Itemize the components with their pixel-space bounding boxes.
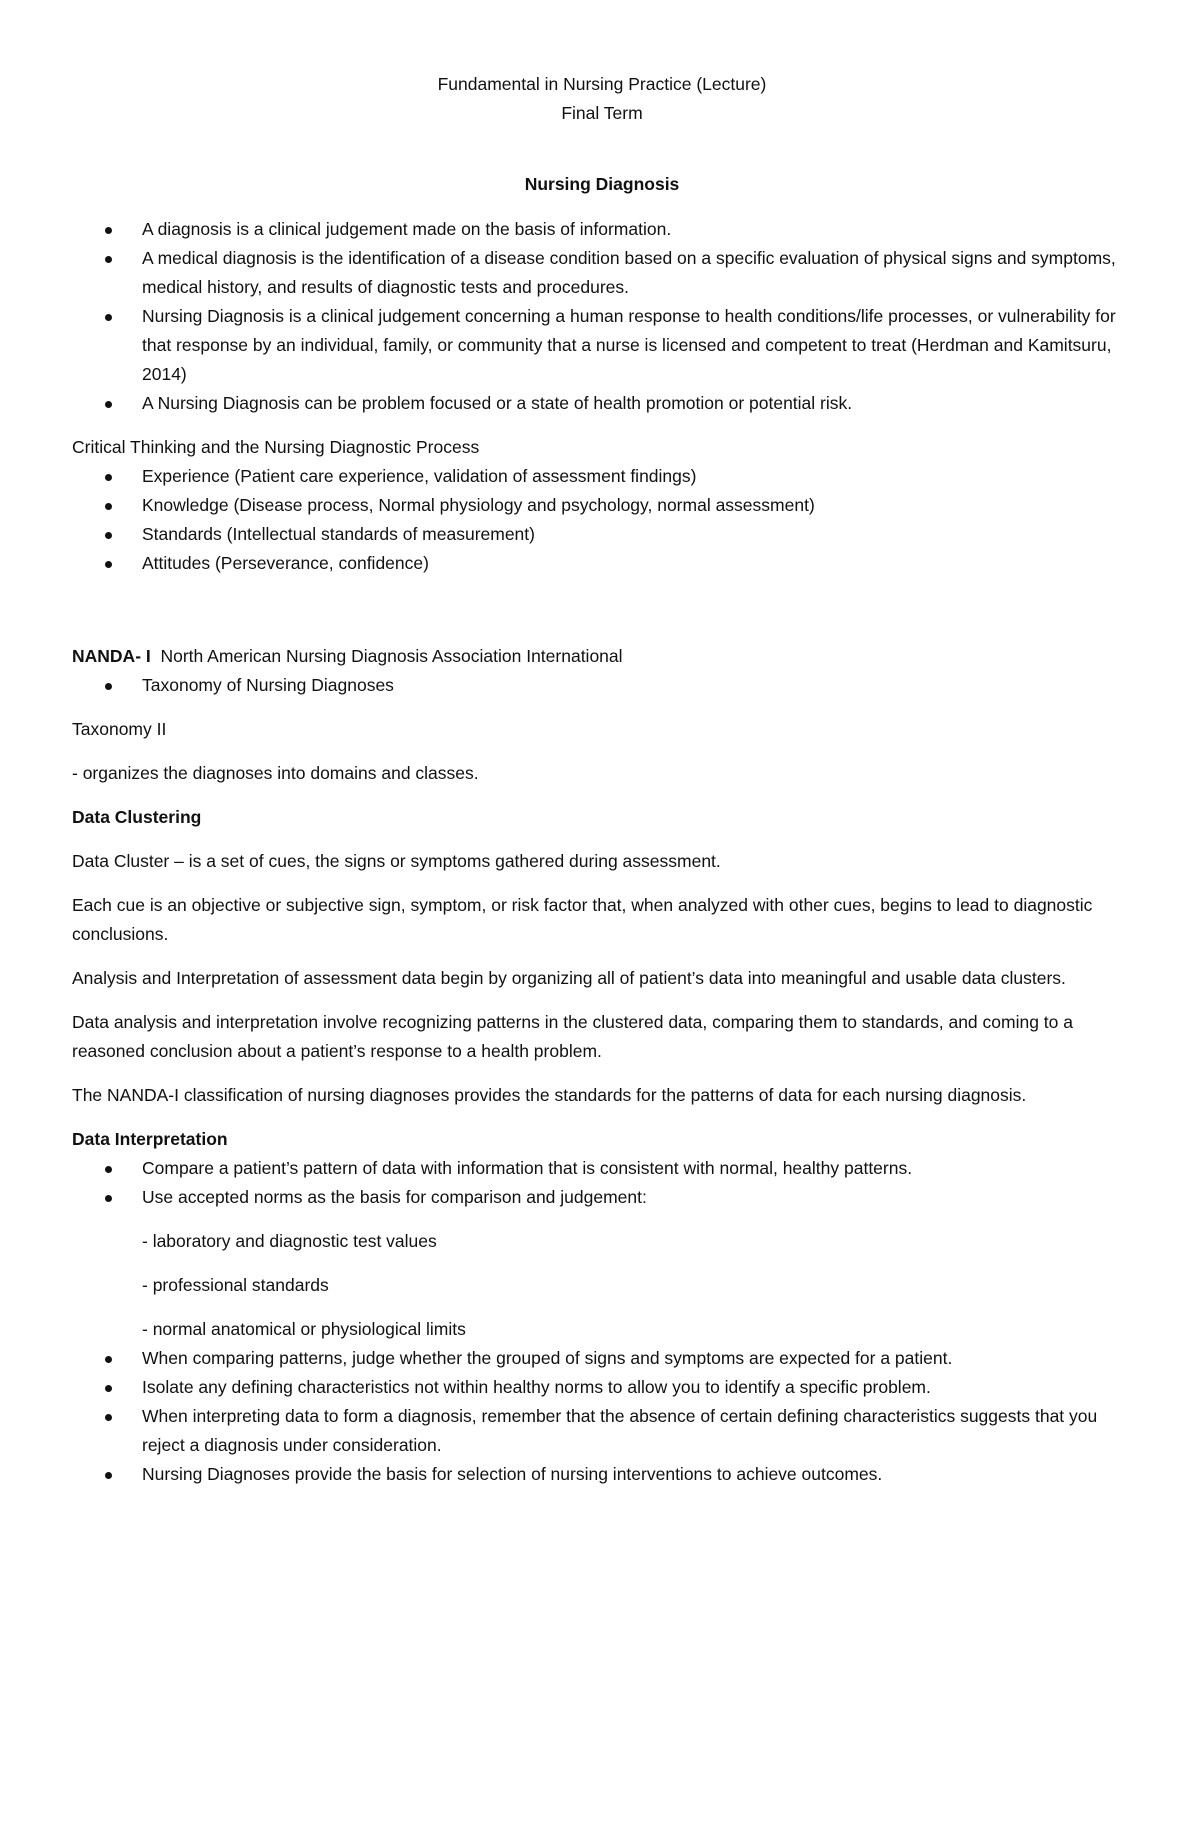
list-item-text: Standards (Intellectual standards of measurement): [142, 524, 535, 544]
critical-thinking-heading: Critical Thinking and the Nursing Diagnostic Process: [72, 437, 480, 457]
critical-thinking-list: [72, 462, 1132, 578]
term-title: Final Term: [561, 103, 643, 123]
list-item: [72, 302, 1132, 389]
nursing-diagnosis-list: [72, 215, 1132, 418]
list-item-text: Experience (Patient care experience, validation of assessment findings): [142, 466, 697, 486]
taxonomy-description: - organizes the diagnoses into domains and classes.: [72, 763, 479, 783]
bullet-icon: [105, 503, 112, 510]
bullet-icon: [105, 314, 112, 321]
sub-item: - professional standards: [142, 1275, 329, 1295]
list-item: [72, 244, 1132, 302]
bullet-icon: [105, 1166, 112, 1173]
data-interpretation-list-a: [72, 1154, 1132, 1212]
list-item-text: Isolate any defining characteristics not within healthy norms to allow you to identify a specific problem.: [142, 1377, 931, 1397]
paragraph: Data analysis and interpretation involve recognizing patterns in the clustered data, comparing them to standards, and coming to a reasoned conclusion about a patient’s response to a health problem.: [72, 1012, 1073, 1061]
paragraph: Each cue is an objective or subjective sign, symptom, or risk factor that, when analyzed with other cues, begins to lead to diagnostic conclusions.: [72, 895, 1093, 944]
list-item-text: A diagnosis is a clinical judgement made on the basis of information.: [142, 219, 672, 239]
list-item: [72, 1460, 1132, 1489]
list-item: [72, 520, 1132, 549]
bullet-icon: [105, 474, 112, 481]
list-item: [72, 462, 1132, 491]
bullet-icon: [105, 1414, 112, 1421]
list-item: [72, 671, 1132, 700]
bullet-icon: [105, 401, 112, 408]
list-item: [72, 1402, 1132, 1460]
list-item-text: Use accepted norms as the basis for comparison and judgement:: [142, 1187, 647, 1207]
course-title: Fundamental in Nursing Practice (Lecture): [437, 74, 767, 94]
list-item-text: Nursing Diagnoses provide the basis for selection of nursing interventions to achieve outcomes.: [142, 1464, 883, 1484]
list-item: [72, 1183, 1132, 1212]
paragraph: Analysis and Interpretation of assessment data begin by organizing all of patient’s data into meaningful and usable data clusters.: [72, 968, 1066, 988]
bullet-icon: [105, 227, 112, 234]
list-item-text: A medical diagnosis is the identification of a disease condition based on a specific evaluation of physical signs and symptoms, medical history, and results of diagnostic tests and procedures.: [142, 248, 1116, 297]
list-item-text: Attitudes (Perseverance, confidence): [142, 553, 429, 573]
nanda-full-name: North American Nursing Diagnosis Association International: [160, 646, 623, 666]
sub-item: - laboratory and diagnostic test values: [142, 1231, 437, 1251]
bullet-icon: [105, 1472, 112, 1479]
taxonomy-label: Taxonomy II: [72, 719, 167, 739]
data-interpretation-heading: Data Interpretation: [72, 1129, 228, 1149]
document-content: [72, 70, 1132, 1489]
list-item-text: When interpreting data to form a diagnosis, remember that the absence of certain defining characteristics suggests that you reject a diagnosis under consideration.: [142, 1406, 1098, 1455]
nanda-label: NANDA- I: [72, 646, 151, 666]
paragraph: The NANDA-I classification of nursing diagnoses provides the standards for the patterns of data for each nursing diagnosis.: [72, 1085, 1027, 1105]
list-item-text: Compare a patient’s pattern of data with information that is consistent with normal, healthy patterns.: [142, 1158, 913, 1178]
list-item-text: Taxonomy of Nursing Diagnoses: [142, 675, 394, 695]
list-item-text: Knowledge (Disease process, Normal physiology and psychology, normal assessment): [142, 495, 815, 515]
list-item: [72, 1344, 1132, 1373]
nursing-diagnosis-heading: Nursing Diagnosis: [524, 174, 680, 194]
list-item: [72, 389, 1132, 418]
bullet-icon: [105, 561, 112, 568]
list-item: [72, 215, 1132, 244]
sub-item: - normal anatomical or physiological limits: [142, 1319, 466, 1339]
list-item: [72, 491, 1132, 520]
bullet-icon: [105, 1356, 112, 1363]
list-item: [72, 1154, 1132, 1183]
nanda-list: [72, 671, 1132, 700]
list-item-text: When comparing patterns, judge whether the grouped of signs and symptoms are expected for a patient.: [142, 1348, 953, 1368]
list-item-text: A Nursing Diagnosis can be problem focused or a state of health promotion or potential risk.: [142, 393, 853, 413]
list-item-text: Nursing Diagnosis is a clinical judgement concerning a human response to health conditions/life processes, or vulnerability for that response by an individual, family, or community that a nurse is licensed and competent to treat (Herdman and Kamitsuru, 2014): [142, 306, 1116, 384]
paragraph: Data Cluster – is a set of cues, the signs or symptoms gathered during assessment.: [72, 851, 721, 871]
nanda-line: [72, 642, 1132, 671]
bullet-icon: [105, 256, 112, 263]
bullet-icon: [105, 1385, 112, 1392]
bullet-icon: [105, 1195, 112, 1202]
bullet-icon: [105, 683, 112, 690]
list-item: [72, 1373, 1132, 1402]
data-clustering-heading: Data Clustering: [72, 807, 202, 827]
bullet-icon: [105, 532, 112, 539]
data-interpretation-list-b: [72, 1344, 1132, 1489]
list-item: [72, 549, 1132, 578]
